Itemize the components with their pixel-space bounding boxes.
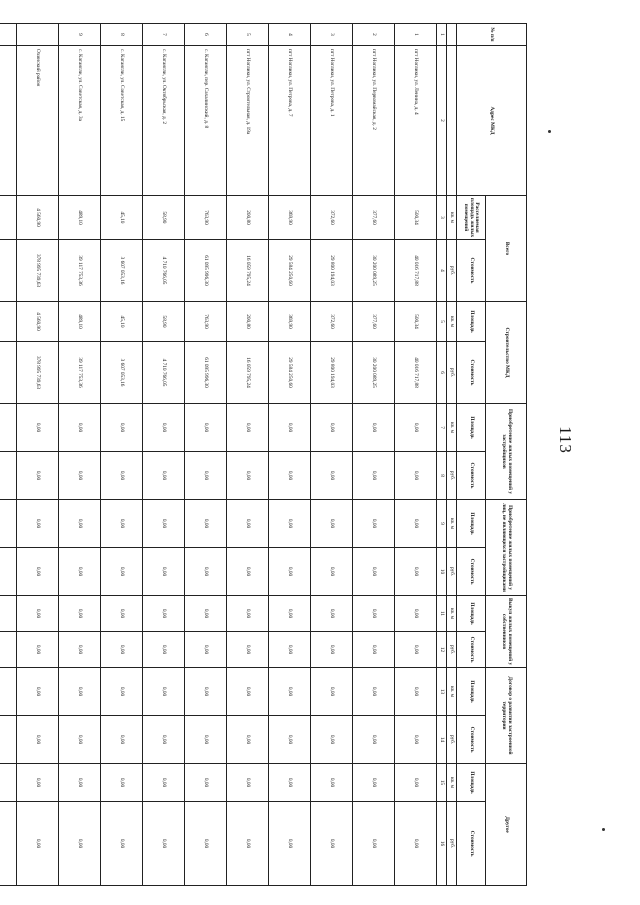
- buyout-cost: 0,00: [395, 632, 437, 668]
- row-address: с. Катангли, пер. Сахалинский, д. 8: [185, 46, 227, 196]
- row-number: 6: [185, 24, 227, 46]
- construction-cost: 40 016 717,88: [395, 342, 437, 404]
- acq-nonbuilders-cost: 0,00: [227, 548, 269, 596]
- row-number: [0, 24, 17, 46]
- row-address: с. Катангли, ул. Советская, д. 15: [101, 46, 143, 196]
- table-row: [269, 24, 311, 886]
- table-row: [395, 24, 437, 886]
- development-cost: 0,00: [143, 716, 185, 764]
- unit-area: кв. м: [447, 302, 457, 342]
- total-area: 372,60: [311, 196, 353, 240]
- header-acquisition-developers: Приобретение жилых помещений у застройщиков: [486, 404, 527, 500]
- other-cost: 0,00: [353, 802, 395, 886]
- development-cost: 0,00: [17, 716, 59, 764]
- total-area: 369,90: [269, 196, 311, 240]
- column-number: 16: [437, 802, 447, 886]
- construction-cost: 3 607 053,16: [101, 342, 143, 404]
- unit-cost: руб.: [447, 240, 457, 302]
- development-area: 0,00: [353, 668, 395, 716]
- rotated-table-container: [17, 23, 527, 885]
- acq-developers-area: 0,00: [353, 404, 395, 452]
- buyout-area: 0,00: [269, 596, 311, 632]
- column-number: 6: [437, 342, 447, 404]
- column-number: 4: [437, 240, 447, 302]
- acq-nonbuilders-area: 0,00: [185, 500, 227, 548]
- other-cost: 0,00: [311, 802, 353, 886]
- total-cost: 29 584 250,60: [269, 240, 311, 302]
- development-cost: 0,00: [101, 716, 143, 764]
- buyout-area: 0,00: [185, 596, 227, 632]
- development-area: 0,00: [143, 668, 185, 716]
- acq-nonbuilders-cost: 0,00: [59, 548, 101, 596]
- units-row: [447, 24, 457, 886]
- construction-area: 200,80: [227, 302, 269, 342]
- housing-resettlement-table-wrapper: [17, 23, 527, 885]
- header-area: Площадь: [457, 596, 486, 632]
- row-address: пгт Ноглики, ул. Первомайская, д. 2: [353, 46, 395, 196]
- acq-developers-cost: 0,00: [185, 452, 227, 500]
- column-number: 10: [437, 548, 447, 596]
- construction-cost: 378 995 739,63: [17, 342, 59, 404]
- other-area: 0,00: [395, 764, 437, 802]
- buyout-area: 0,00: [143, 596, 185, 632]
- total-cost: 3 607 053,16: [101, 240, 143, 302]
- unit-area: кв. м: [447, 764, 457, 802]
- acq-nonbuilders-cost: [0, 548, 17, 596]
- column-number: 11: [437, 596, 447, 632]
- acq-nonbuilders-area: 0,00: [311, 500, 353, 548]
- development-cost: 0,00: [269, 716, 311, 764]
- column-numbers-row: [437, 24, 447, 886]
- column-number: 14: [437, 716, 447, 764]
- unit-empty: [447, 24, 457, 46]
- buyout-cost: 0,00: [59, 632, 101, 668]
- header-area: Площадь: [457, 764, 486, 802]
- acq-developers-area: 0,00: [185, 404, 227, 452]
- header-area: Площадь: [457, 404, 486, 452]
- unit-cost: руб.: [447, 548, 457, 596]
- total-cost: 30 200 089,25: [353, 240, 395, 302]
- total-cost: 40 016 717,88: [395, 240, 437, 302]
- acq-developers-cost: 0,00: [353, 452, 395, 500]
- construction-cost: 16 059 795,24: [227, 342, 269, 404]
- acq-nonbuilders-cost: 0,00: [395, 548, 437, 596]
- column-number: 1: [437, 24, 447, 46]
- other-cost: 0,00: [17, 802, 59, 886]
- acq-developers-area: 0,00: [143, 404, 185, 452]
- header-cost: Стоимость: [457, 632, 486, 668]
- acq-nonbuilders-area: 0,00: [227, 500, 269, 548]
- development-area: 0,00: [101, 668, 143, 716]
- other-cost: 0,00: [395, 802, 437, 886]
- row-number: 7: [143, 24, 185, 46]
- header-area: Площадь: [457, 500, 486, 548]
- total-cost: [0, 240, 17, 302]
- acq-nonbuilders-area: 0,00: [143, 500, 185, 548]
- unit-cost: руб.: [447, 452, 457, 500]
- acq-developers-area: 0,00: [101, 404, 143, 452]
- other-area: [0, 764, 17, 802]
- other-area: 0,00: [17, 764, 59, 802]
- header-resettled-area: Расселяемая площадь жилых помещений: [457, 196, 486, 240]
- acq-developers-cost: 0,00: [17, 452, 59, 500]
- table-row: [59, 24, 101, 886]
- unit-cost: руб.: [447, 632, 457, 668]
- construction-area: 369,90: [269, 302, 311, 342]
- buyout-cost: 0,00: [143, 632, 185, 668]
- unit-area: кв. м: [447, 500, 457, 548]
- header-address: Адрес МКД: [457, 46, 527, 196]
- header-cost: Стоимость: [457, 548, 486, 596]
- total-cost: 4 710 766,05: [143, 240, 185, 302]
- acq-nonbuilders-cost: 0,00: [311, 548, 353, 596]
- development-area: 0,00: [17, 668, 59, 716]
- buyout-cost: 0,00: [101, 632, 143, 668]
- header-area: Площадь: [457, 668, 486, 716]
- header-buyout: Выкуп жилых помещений у собственников: [486, 596, 527, 668]
- total-cost: 39 117 753,36: [59, 240, 101, 302]
- development-area: 0,00: [269, 668, 311, 716]
- row-address: с. Катангли, ул. Октябрьская, д. 2: [143, 46, 185, 196]
- total-area: [0, 196, 17, 240]
- other-cost: 0,00: [227, 802, 269, 886]
- buyout-area: 0,00: [59, 596, 101, 632]
- total-cost: 378 995 739,63: [17, 240, 59, 302]
- header-acquisition-nonbuilders: Приобретение жилых помещений у лиц, не являющихся застройщиками: [486, 500, 527, 596]
- acq-developers-cost: [0, 452, 17, 500]
- other-area: 0,00: [101, 764, 143, 802]
- acq-nonbuilders-cost: 0,00: [143, 548, 185, 596]
- total-area: 489,10: [59, 196, 101, 240]
- construction-cost: 29 584 250,60: [269, 342, 311, 404]
- acq-developers-area: 0,00: [59, 404, 101, 452]
- acq-developers-cost: 0,00: [101, 452, 143, 500]
- other-cost: 0,00: [101, 802, 143, 886]
- row-number: 5: [227, 24, 269, 46]
- acq-nonbuilders-area: 0,00: [353, 500, 395, 548]
- construction-area: 500,34: [395, 302, 437, 342]
- total-area: 500,34: [395, 196, 437, 240]
- table-row: [185, 24, 227, 886]
- acq-developers-area: 0,00: [311, 404, 353, 452]
- table-row: [101, 24, 143, 886]
- other-area: 0,00: [185, 764, 227, 802]
- other-area: 0,00: [227, 764, 269, 802]
- construction-area: 489,10: [59, 302, 101, 342]
- row-number: [17, 24, 59, 46]
- column-number: 13: [437, 668, 447, 716]
- total-area: 763,90: [185, 196, 227, 240]
- table-row: [17, 24, 59, 886]
- total-cost: 61 095 996,30: [185, 240, 227, 302]
- construction-area: 4 560,90: [17, 302, 59, 342]
- header-development-contract: Договор о развитии застроенной территории: [486, 668, 527, 764]
- header-other: Другое: [486, 764, 527, 886]
- construction-area: 372,60: [311, 302, 353, 342]
- development-area: 0,00: [185, 668, 227, 716]
- buyout-area: 0,00: [395, 596, 437, 632]
- row-number: 3: [311, 24, 353, 46]
- row-address: [0, 46, 17, 196]
- buyout-cost: 0,00: [227, 632, 269, 668]
- buyout-cost: 0,00: [17, 632, 59, 668]
- row-number: 9: [59, 24, 101, 46]
- column-number: 12: [437, 632, 447, 668]
- buyout-cost: [0, 632, 17, 668]
- acq-nonbuilders-area: 0,00: [395, 500, 437, 548]
- column-number: 9: [437, 500, 447, 548]
- total-cost: 16 059 795,24: [227, 240, 269, 302]
- header-cost: Стоимость: [457, 716, 486, 764]
- total-cost: 29 800 194,03: [311, 240, 353, 302]
- unit-cost: руб.: [447, 802, 457, 886]
- column-number: 8: [437, 452, 447, 500]
- buyout-area: 0,00: [17, 596, 59, 632]
- buyout-cost: 0,00: [311, 632, 353, 668]
- other-cost: 0,00: [269, 802, 311, 886]
- buyout-area: 0,00: [101, 596, 143, 632]
- acq-nonbuilders-area: [0, 500, 17, 548]
- development-cost: 0,00: [59, 716, 101, 764]
- other-area: 0,00: [353, 764, 395, 802]
- acq-developers-area: [0, 404, 17, 452]
- acq-nonbuilders-area: 0,00: [59, 500, 101, 548]
- construction-area: 377,60: [353, 302, 395, 342]
- table-row: [0, 24, 17, 886]
- development-cost: 0,00: [227, 716, 269, 764]
- unit-cost: руб.: [447, 716, 457, 764]
- acq-developers-cost: 0,00: [59, 452, 101, 500]
- total-area: 45,10: [101, 196, 143, 240]
- header-cost: Стоимость: [457, 802, 486, 886]
- table-body: [0, 24, 437, 886]
- row-address: пгт Ноглики, ул. Петрова, д. 1: [311, 46, 353, 196]
- acq-developers-cost: 0,00: [269, 452, 311, 500]
- row-address: пгт Ноглики, ул. Ленина, д. 4: [395, 46, 437, 196]
- construction-cost: 29 800 194,03: [311, 342, 353, 404]
- acq-nonbuilders-cost: 0,00: [353, 548, 395, 596]
- buyout-area: 0,00: [353, 596, 395, 632]
- scan-speck: [548, 130, 551, 133]
- row-address: с. Катангли, ул. Советская, д. 3а: [59, 46, 101, 196]
- column-number: 2: [437, 46, 447, 196]
- header-total: Всего: [486, 196, 527, 302]
- total-area: 377,60: [353, 196, 395, 240]
- construction-cost: 4 710 766,05: [143, 342, 185, 404]
- table-row: [311, 24, 353, 886]
- other-area: 0,00: [269, 764, 311, 802]
- development-area: 0,00: [59, 668, 101, 716]
- scan-speck: [602, 828, 605, 831]
- table-row: [227, 24, 269, 886]
- unit-area: кв. м: [447, 668, 457, 716]
- other-cost: [0, 802, 17, 886]
- development-cost: 0,00: [395, 716, 437, 764]
- development-cost: 0,00: [353, 716, 395, 764]
- acq-developers-area: 0,00: [395, 404, 437, 452]
- other-area: 0,00: [143, 764, 185, 802]
- header-area: Площадь: [457, 302, 486, 342]
- page-number: 113: [556, 426, 575, 454]
- acq-nonbuilders-cost: 0,00: [185, 548, 227, 596]
- unit-cost: руб.: [447, 342, 457, 404]
- development-cost: 0,00: [311, 716, 353, 764]
- acq-developers-cost: 0,00: [311, 452, 353, 500]
- column-number: 5: [437, 302, 447, 342]
- acq-developers-area: 0,00: [269, 404, 311, 452]
- row-number: 8: [101, 24, 143, 46]
- acq-developers-cost: 0,00: [395, 452, 437, 500]
- construction-cost: 30 200 089,25: [353, 342, 395, 404]
- header-cost: Стоимость: [457, 452, 486, 500]
- other-area: 0,00: [311, 764, 353, 802]
- column-number: 3: [437, 196, 447, 240]
- header-no: № п/п: [457, 24, 527, 46]
- unit-area: кв. м: [447, 404, 457, 452]
- row-address: Охинский район: [17, 46, 59, 196]
- other-cost: 0,00: [185, 802, 227, 886]
- unit-empty: [447, 46, 457, 196]
- buyout-cost: 0,00: [353, 632, 395, 668]
- buyout-area: [0, 596, 17, 632]
- construction-area: [0, 302, 17, 342]
- other-cost: 0,00: [143, 802, 185, 886]
- header-cost: Стоимость: [457, 240, 486, 302]
- construction-area: 763,90: [185, 302, 227, 342]
- development-cost: [0, 716, 17, 764]
- row-address: пгт Ноглики, ул. Строительная, д. 19а: [227, 46, 269, 196]
- acq-nonbuilders-area: 0,00: [17, 500, 59, 548]
- development-area: [0, 668, 17, 716]
- buyout-cost: 0,00: [185, 632, 227, 668]
- acq-developers-area: 0,00: [227, 404, 269, 452]
- header-cost: Стоимость: [457, 342, 486, 404]
- acq-developers-cost: 0,00: [227, 452, 269, 500]
- buyout-cost: 0,00: [269, 632, 311, 668]
- development-cost: 0,00: [185, 716, 227, 764]
- row-number: 2: [353, 24, 395, 46]
- other-area: 0,00: [59, 764, 101, 802]
- construction-area: 45,10: [101, 302, 143, 342]
- buyout-area: 0,00: [227, 596, 269, 632]
- row-address: пгт Ноглики, ул. Петрова, д. 7: [269, 46, 311, 196]
- acq-developers-cost: 0,00: [143, 452, 185, 500]
- total-area: 200,80: [227, 196, 269, 240]
- column-number: 7: [437, 404, 447, 452]
- total-area: 58,90: [143, 196, 185, 240]
- unit-area: кв. м: [447, 196, 457, 240]
- table-row: [143, 24, 185, 886]
- development-area: 0,00: [227, 668, 269, 716]
- construction-area: 58,90: [143, 302, 185, 342]
- housing-resettlement-table: [0, 23, 527, 886]
- acq-nonbuilders-cost: 0,00: [269, 548, 311, 596]
- acq-nonbuilders-cost: 0,00: [17, 548, 59, 596]
- column-number: 15: [437, 764, 447, 802]
- construction-cost: [0, 342, 17, 404]
- other-cost: 0,00: [59, 802, 101, 886]
- construction-cost: 61 095 996,30: [185, 342, 227, 404]
- buyout-area: 0,00: [311, 596, 353, 632]
- acq-nonbuilders-area: 0,00: [269, 500, 311, 548]
- development-area: 0,00: [395, 668, 437, 716]
- construction-cost: 39 117 753,36: [59, 342, 101, 404]
- acq-nonbuilders-cost: 0,00: [101, 548, 143, 596]
- acq-developers-area: 0,00: [17, 404, 59, 452]
- acq-nonbuilders-area: 0,00: [101, 500, 143, 548]
- table-row: [353, 24, 395, 886]
- row-number: 1: [395, 24, 437, 46]
- header-row-groups: [486, 24, 527, 886]
- row-number: 4: [269, 24, 311, 46]
- total-area: 4 560,90: [17, 196, 59, 240]
- development-area: 0,00: [311, 668, 353, 716]
- header-construction: Строительство МКД: [486, 302, 527, 404]
- unit-area: кв. м: [447, 596, 457, 632]
